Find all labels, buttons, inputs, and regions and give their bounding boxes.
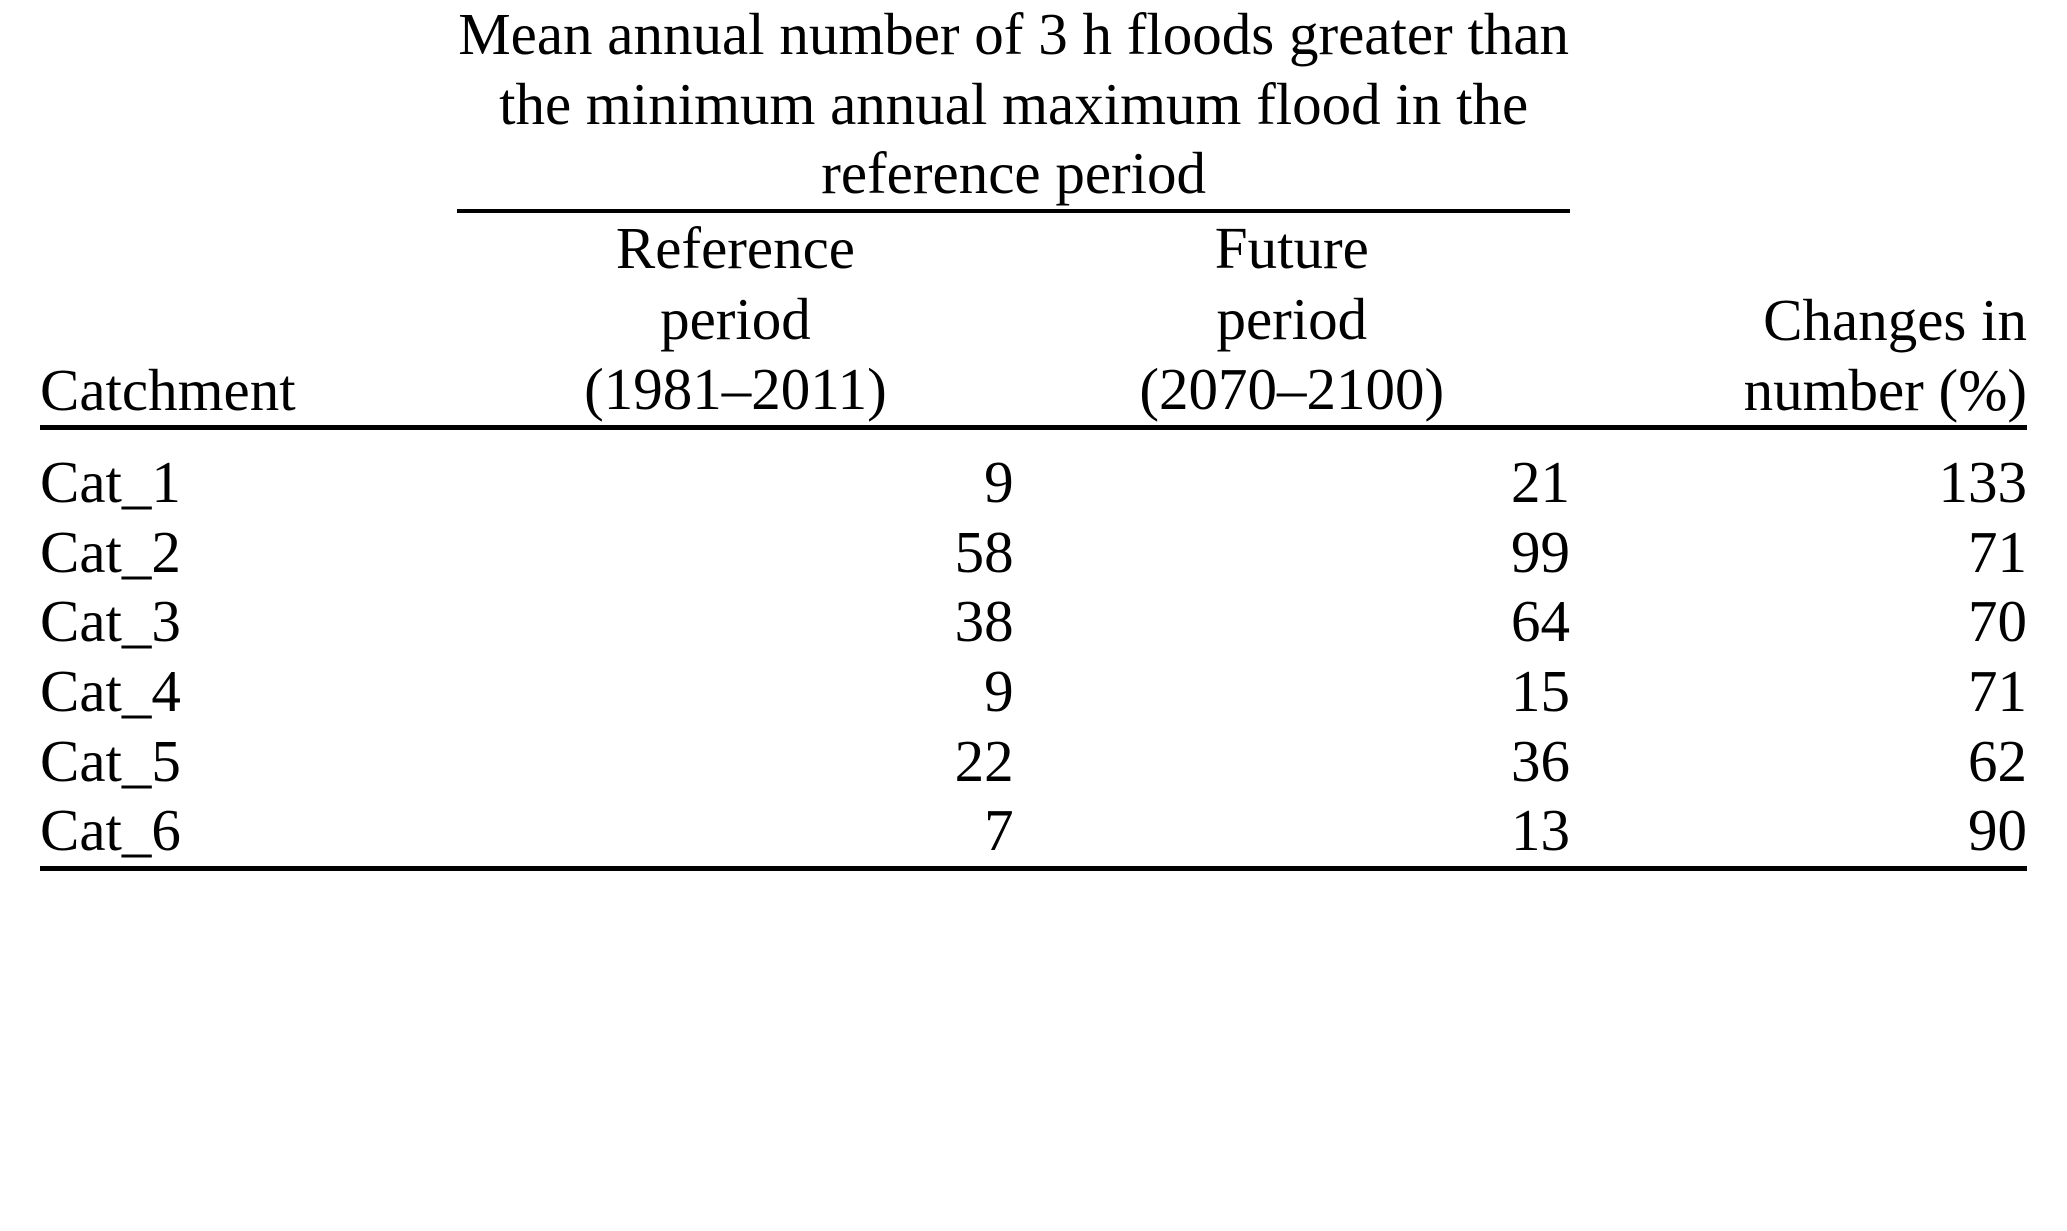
changes-header-line-1: Changes <box>1763 287 1967 353</box>
cell-change: 71 <box>1968 658 2027 725</box>
cell-future: 15 <box>1510 658 1570 725</box>
cell-catchment: Cat_3 <box>40 588 181 655</box>
column-header-reference-period <box>457 211 1013 428</box>
reference-header-line-2: period <box>660 285 811 352</box>
group-header-line-1: Mean annual number of 3 h floods <box>458 1 1275 67</box>
reference-header-line-3: (1981–2011) <box>584 356 887 423</box>
column-header-catchment <box>40 0 457 428</box>
cell-reference: 22 <box>954 727 1014 794</box>
cell-reference: 7 <box>984 797 1014 864</box>
group-header-line-3: maximum flood in the reference period <box>821 70 1529 207</box>
column-header-changes <box>1570 0 2027 428</box>
table-row <box>40 727 2027 797</box>
flood-frequency-table <box>40 0 2027 871</box>
column-header-catchment-label: Catchment <box>40 356 296 423</box>
cell-reference: 9 <box>984 449 1014 516</box>
cell-future: 13 <box>1510 797 1570 864</box>
cell-catchment: Cat_2 <box>40 518 181 585</box>
cell-reference: 38 <box>954 588 1014 655</box>
table-row <box>40 448 2027 518</box>
cell-change: 90 <box>1968 797 2027 864</box>
cell-catchment: Cat_5 <box>40 727 181 794</box>
column-header-group-mean-annual <box>457 0 1570 211</box>
cell-reference: 9 <box>984 658 1014 725</box>
table-header <box>40 0 2027 428</box>
cell-future: 64 <box>1510 588 1570 655</box>
cell-future: 36 <box>1510 727 1570 794</box>
cell-change: 70 <box>1968 588 2027 655</box>
table-row <box>40 796 2027 868</box>
table-body <box>40 428 2027 869</box>
cell-change: 133 <box>1938 449 2027 516</box>
header-row-primary <box>40 0 2027 211</box>
group-header-line-2: greater than the minimum annual <box>499 1 1570 137</box>
cell-reference: 58 <box>954 518 1014 585</box>
cell-catchment: Cat_6 <box>40 797 181 864</box>
cell-change: 62 <box>1968 727 2027 794</box>
table-row <box>40 587 2027 657</box>
future-header-line-3: (2070–2100) <box>1139 356 1445 423</box>
column-header-future-period <box>1014 211 1570 428</box>
cell-catchment: Cat_1 <box>40 449 181 516</box>
cell-change: 71 <box>1968 518 2027 585</box>
cell-future: 99 <box>1510 518 1570 585</box>
body-top-spacer <box>40 428 2027 449</box>
changes-header-line-3: (%) <box>1938 356 2027 423</box>
table-row <box>40 657 2027 727</box>
cell-catchment: Cat_4 <box>40 658 181 725</box>
future-header-line-2: period <box>1216 285 1368 352</box>
reference-header-line-1: Reference <box>615 214 855 281</box>
changes-header-line-2: in number <box>1743 287 2027 423</box>
table-row <box>40 518 2027 588</box>
future-header-line-1: Future <box>1214 214 1369 281</box>
cell-future: 21 <box>1510 449 1570 516</box>
